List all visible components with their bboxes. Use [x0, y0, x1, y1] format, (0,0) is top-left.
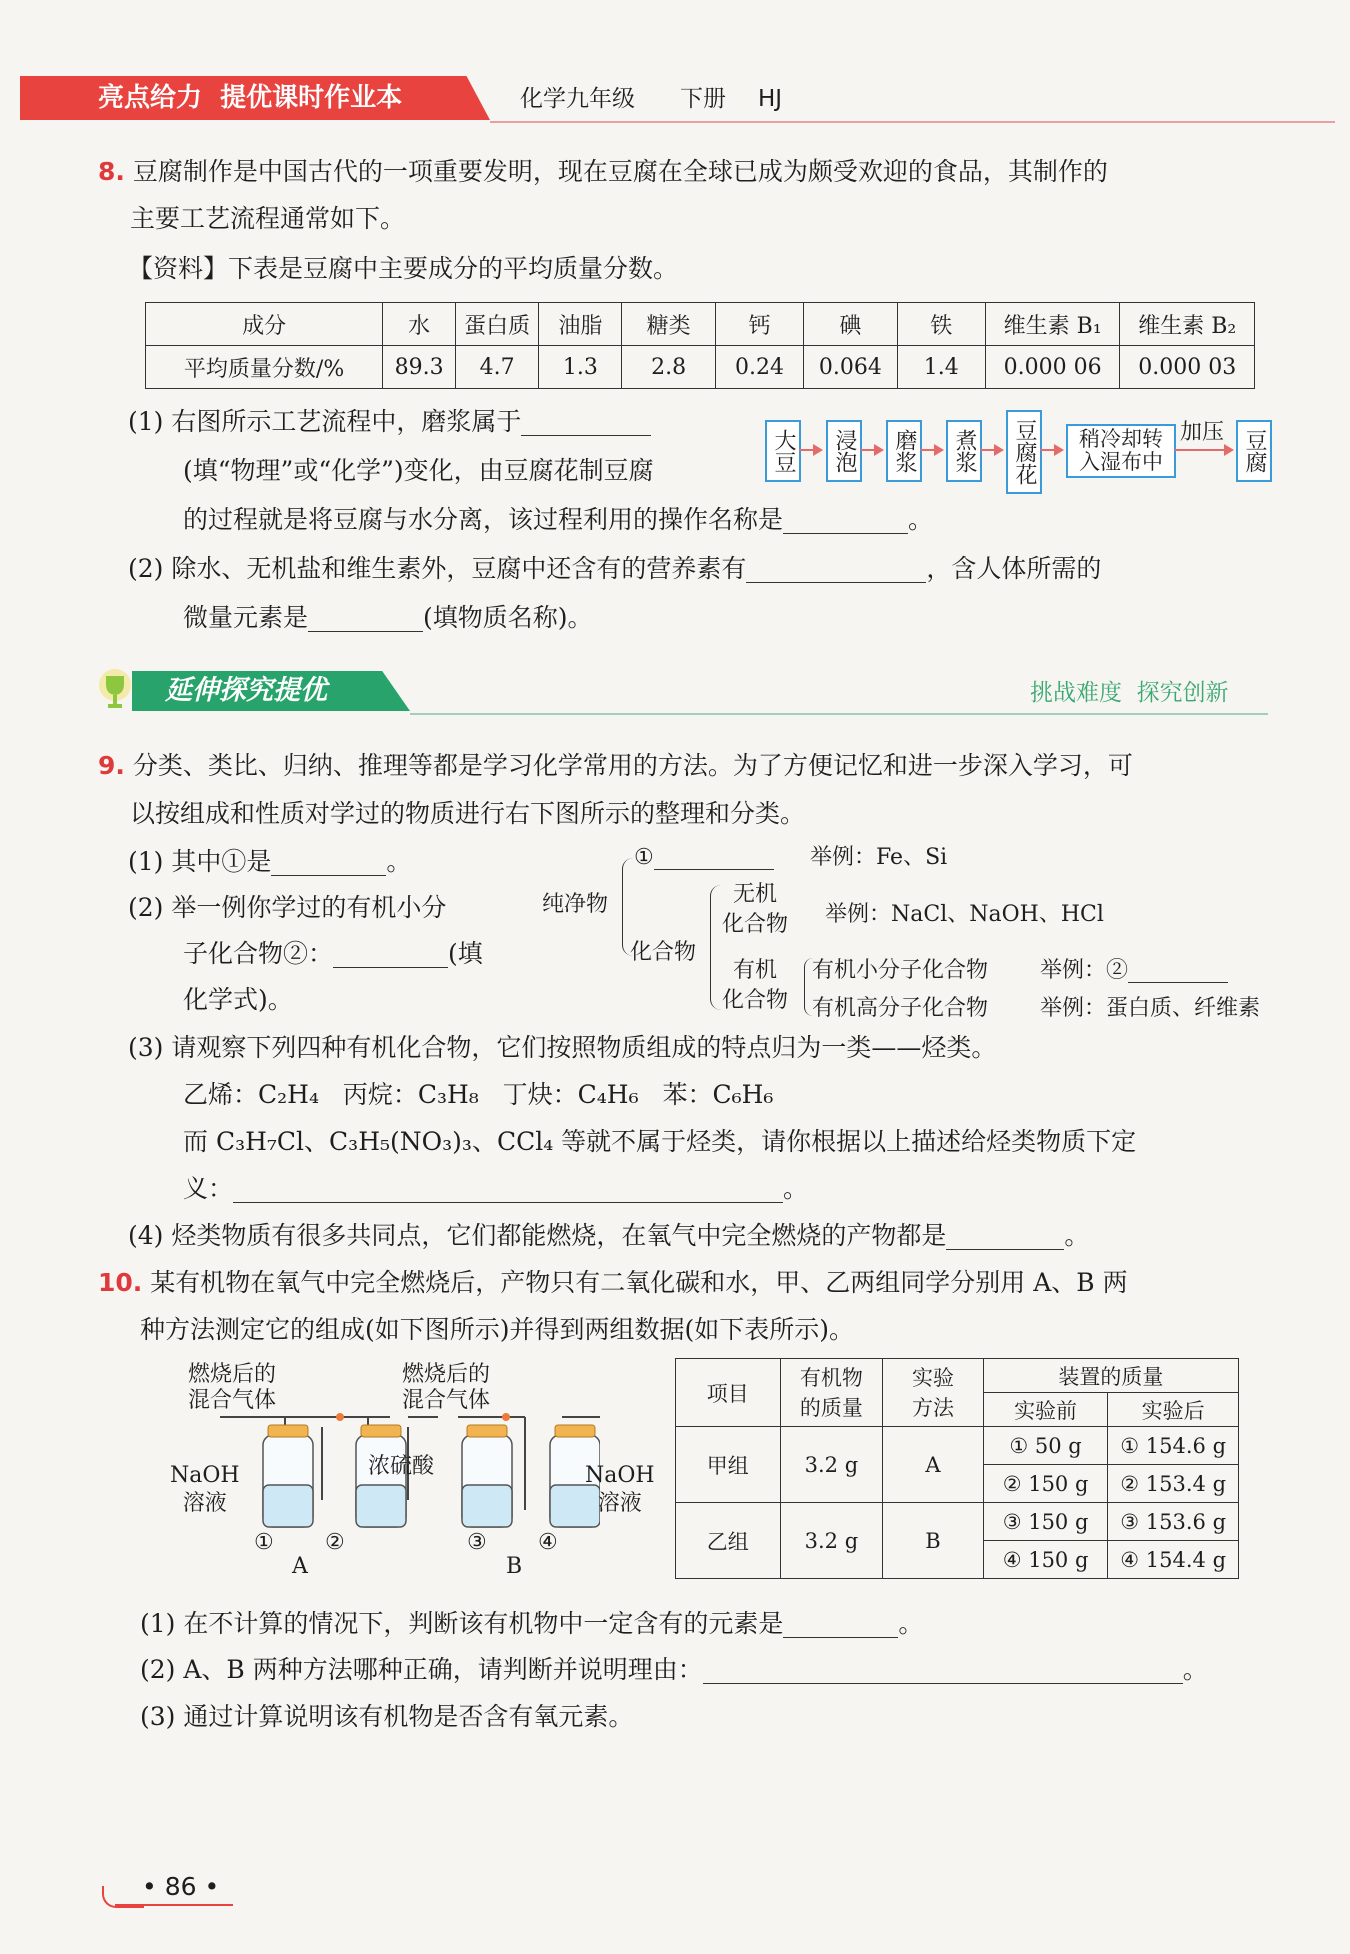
composition-value: 4.7: [456, 346, 539, 389]
after-cell: ① 154.6 g: [1108, 1427, 1239, 1465]
flow-arrow: [920, 449, 942, 451]
composition-header: 蛋白质: [456, 303, 539, 346]
answer-blank[interactable]: [308, 601, 423, 632]
answer-blank[interactable]: [783, 503, 908, 534]
section-tagline: 挑战难度 探究创新: [1030, 680, 1229, 706]
flow-arrow: [1040, 449, 1062, 451]
composition-header: 碘: [804, 303, 897, 346]
th-after: 实验后: [1108, 1393, 1239, 1427]
q10-line2: 种方法测定它的组成(如下图所示)并得到两组数据(如下表所示)。: [140, 1315, 855, 1344]
q8-line1: 8. 豆腐制作是中国古代的一项重要发明，现在豆腐在全球已成为颇受欢迎的食品，其制作的: [98, 157, 1108, 186]
composition-value: 1.4: [897, 346, 985, 389]
tree-inorganic: 无机 化合物: [722, 882, 789, 937]
q9-part3-formulas: 乙烯：C₂H₄ 丙烷：C₃H₈ 丁炔：C₄H₆ 苯：C₆H₆: [183, 1080, 774, 1109]
composition-header: 维生素 B₂: [1120, 303, 1255, 346]
q9-part2-b: 子化合物②： (填: [183, 939, 483, 968]
flow-step: 磨浆: [886, 420, 922, 482]
composition-value: 2.8: [622, 346, 715, 389]
bottle-number: ②: [325, 1530, 345, 1555]
composition-row-label: 平均质量分数/%: [146, 346, 383, 389]
gas-label-b: 燃烧后的 混合气体: [402, 1362, 491, 1413]
flow-step: 豆腐花: [1006, 410, 1042, 494]
q9-part3-c: 义： 。: [183, 1174, 809, 1203]
header-volume: 下册: [680, 86, 726, 112]
answer-blank[interactable]: [233, 1172, 783, 1203]
bottle-number: ③: [467, 1530, 487, 1555]
th-device: 装置的质量: [983, 1359, 1238, 1393]
answer-blank[interactable]: [654, 847, 774, 870]
q10-line1: 10. 某有机物在氧气中完全燃烧后，产物只有二氧化碳和水，甲、乙两组同学分别用 A、B 两: [98, 1268, 1128, 1297]
section-rule: [410, 713, 1268, 715]
q8-line2: 主要工艺流程通常如下。: [130, 204, 406, 233]
flow-arrow: [980, 449, 1002, 451]
table-row: [676, 1427, 1239, 1465]
answer-blank[interactable]: [783, 1607, 898, 1638]
answer-blank[interactable]: [703, 1653, 1183, 1684]
q9-part1: (1) 其中①是 。: [128, 847, 412, 876]
answer-blank[interactable]: [746, 552, 926, 583]
bottle-number: ①: [254, 1530, 274, 1555]
tree-organic: 有机 化合物: [722, 958, 789, 1013]
bottle-number: ④: [538, 1530, 558, 1555]
header-subject: 化学九年级: [520, 86, 635, 112]
section-title: 延伸探究提优: [165, 675, 327, 706]
th-item: 项目: [676, 1359, 781, 1427]
before-cell: ④ 150 g: [983, 1541, 1108, 1579]
composition-header: 成分: [146, 303, 383, 346]
composition-header: 油脂: [539, 303, 622, 346]
q8-part1-b: (填“物理”或“化学”)变化，由豆腐花制豆腐: [183, 456, 654, 485]
answer-blank[interactable]: [1128, 960, 1228, 983]
trophy-icon: [98, 668, 132, 714]
tree-inorganic-example: 举例：NaCl、NaOH、HCl: [825, 902, 1104, 927]
th-mass: 有机物 的质量: [780, 1359, 883, 1427]
gas-label-a: 燃烧后的 混合气体: [188, 1362, 277, 1413]
flow-arrow: [1174, 449, 1232, 451]
q8-part2-b: 微量元素是 (填物质名称)。: [183, 603, 593, 632]
composition-header: 水: [383, 303, 456, 346]
method-cell: A: [883, 1427, 984, 1503]
flow-step: 煮浆: [946, 420, 982, 482]
q9-part2-a: (2) 举一例你学过的有机小分: [128, 893, 447, 922]
composition-header: 糖类: [622, 303, 715, 346]
naoh-label-b: NaOH 溶液: [585, 1463, 655, 1516]
composition-value-row: [146, 346, 1255, 389]
tree-root: 纯净物: [542, 892, 609, 917]
q8-number: 8.: [98, 157, 125, 186]
group-cell: 甲组: [676, 1427, 781, 1503]
th-method: 实验 方法: [883, 1359, 984, 1427]
tree-branch-1: ①: [634, 843, 774, 873]
composition-value: 89.3: [383, 346, 456, 389]
group-cell: 乙组: [676, 1503, 781, 1579]
composition-header: 维生素 B₁: [985, 303, 1120, 346]
flow-arrow: [860, 449, 882, 451]
after-cell: ④ 154.4 g: [1108, 1541, 1239, 1579]
q8-part2-a: (2) 除水、无机盐和维生素外，豆腐中还含有的营养素有 ，含人体所需的: [128, 554, 1102, 583]
q9-part2-c: 化学式)。: [183, 985, 293, 1014]
before-cell: ③ 150 g: [983, 1503, 1108, 1541]
flow-step: 豆腐: [1236, 420, 1272, 482]
answer-blank[interactable]: [946, 1219, 1064, 1250]
page-number: • 86 •: [142, 1872, 220, 1901]
answer-blank[interactable]: [521, 405, 651, 436]
q9-part4: (4) 烃类物质有很多共同点，它们都能燃烧，在氧气中完全燃烧的产物都是 。: [128, 1221, 1090, 1250]
answer-blank[interactable]: [333, 937, 448, 968]
flow-step: 浸泡: [826, 420, 862, 482]
q9-line2: 以按组成和性质对学过的物质进行右下图所示的整理和分类。: [130, 799, 806, 828]
before-cell: ① 50 g: [983, 1427, 1108, 1465]
table-row: [676, 1503, 1239, 1541]
tree-bracket: [710, 885, 721, 1010]
q9-part3-b: 而 C₃H₇Cl、C₃H₅(NO₃)₃、CCl₄ 等就不属于烃类，请你根据以上描述给烃类物质下定: [183, 1127, 1137, 1156]
method-a-label: A: [292, 1554, 308, 1579]
mass-cell: 3.2 g: [780, 1503, 883, 1579]
before-cell: ② 150 g: [983, 1465, 1108, 1503]
header-rule: [490, 121, 1335, 123]
flow-step: 稍冷却转入湿布中: [1066, 424, 1176, 478]
tree-big-example: 举例：蛋白质、纤维素: [1040, 996, 1261, 1021]
composition-table: [145, 302, 1255, 389]
q8-part1-c: 的过程就是将豆腐与水分离，该过程利用的操作名称是 。: [183, 505, 934, 534]
tree-small-example: 举例：②: [1040, 956, 1228, 986]
q10-part1: (1) 在不计算的情况下，判断该有机物中一定含有的元素是 。: [140, 1609, 924, 1638]
th-before: 实验前: [983, 1393, 1108, 1427]
q8-part1-a: (1) 右图所示工艺流程中，磨浆属于: [128, 398, 651, 445]
acid-label: 浓硫酸: [368, 1454, 435, 1479]
naoh-label-a: NaOH 溶液: [170, 1463, 240, 1516]
q8-info: 【资料】下表是豆腐中主要成分的平均质量分数。: [128, 254, 679, 283]
after-cell: ② 153.4 g: [1108, 1465, 1239, 1503]
header-brand: 亮点给力 提优课时作业本: [98, 83, 403, 113]
after-cell: ③ 153.6 g: [1108, 1503, 1239, 1541]
flow-arrow-label: 加压: [1180, 420, 1225, 445]
method-cell: B: [883, 1503, 984, 1579]
composition-value: 0.000 06: [985, 346, 1120, 389]
composition-value: 0.24: [715, 346, 803, 389]
tree-big-molecule: 有机高分子化合物: [812, 996, 989, 1021]
q10-part2: (2) A、B 两种方法哪种正确，请判断并说明理由： 。: [140, 1655, 1208, 1684]
flow-step: 大豆: [765, 420, 801, 482]
method-b-label: B: [506, 1554, 523, 1579]
composition-header: 钙: [715, 303, 803, 346]
answer-blank[interactable]: [271, 845, 386, 876]
q9-number: 9.: [98, 751, 125, 780]
tree-compound: 化合物: [630, 940, 697, 965]
composition-value: 0.000 03: [1120, 346, 1255, 389]
footer-rule: [115, 1904, 233, 1906]
q10-part3: (3) 通过计算说明该有机物是否含有氧元素。: [140, 1702, 634, 1731]
mass-cell: 3.2 g: [780, 1427, 883, 1503]
composition-value: 0.064: [804, 346, 897, 389]
composition-header-row: [146, 303, 1255, 346]
q9-part3-a: (3) 请观察下列四种有机化合物，它们按照物质组成的特点归为一类——烃类。: [128, 1033, 997, 1062]
flow-arrow: [799, 449, 821, 451]
header-edition: HJ: [758, 86, 783, 112]
tree-branch-1-example: 举例：Fe、Si: [810, 845, 948, 870]
q9-line1: 9. 分类、类比、归纳、推理等都是学习化学常用的方法。为了方便记忆和进一步深入学习，可: [98, 751, 1133, 780]
composition-value: 1.3: [539, 346, 622, 389]
tree-small-molecule: 有机小分子化合物: [812, 958, 989, 983]
composition-header: 铁: [897, 303, 985, 346]
q10-number: 10.: [98, 1268, 143, 1297]
combustion-data-table: [675, 1358, 1239, 1579]
